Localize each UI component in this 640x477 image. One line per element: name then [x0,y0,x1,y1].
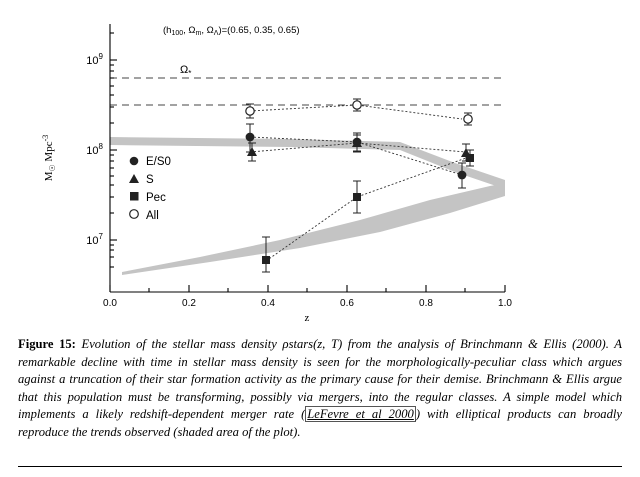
legend-label-all: All [146,210,159,222]
y-tick-label: $10^8$ [86,142,103,157]
figure-caption-text: Evolution of the stellar mass density ρstars(z, T) from the analysis of Brinchmann & Ellis (2000). A remarkable decline with time in stellar mass density is seen for the morphologically-peculiar class which argues against a truncation of their star formation activity as the primary cause for their demise. Brinchmann & Ellis argue that this population must be transforming, possibly via mergers, into the regular classes. A simple model which implements a likely redshift-dependent merger rate ( [18,337,622,422]
figure-caption-link[interactable]: LeFevre et al 2000 [307,407,414,422]
y-tick-label: $10^9$ [86,52,103,67]
x-tick-label: 1.0 [498,298,512,309]
legend-label-s: S [146,174,154,186]
x-tick-labels [103,298,512,309]
legend-label-pec: Pec [146,192,166,204]
x-ticks [110,285,505,292]
y-axis-label: $M_☉$ Mpc$^{-3}$ [41,134,57,182]
model-lower-band [122,183,505,275]
x-tick-label: 0.4 [261,298,275,309]
series-connectors [250,105,466,261]
y-tick-label: $10^7$ [86,232,103,247]
omega-star-lines [110,78,505,105]
omega-star-label: $\Omega_*$ [180,64,192,78]
cosmology-annotation: ($h_{100}$, $\Omega_m$, $\Omega_\Lambda)=(0.65$, 0.35, 0.65) [163,25,300,37]
figure-label: Figure 15: [18,337,76,351]
x-tick-label: 0.6 [340,298,354,309]
y-tick-labels [86,52,103,247]
legend [129,156,171,222]
x-axis-label: z [304,312,310,324]
x-tick-label: 0.8 [419,298,433,309]
x-tick-label: 0.2 [182,298,196,309]
figure-caption [18,336,622,442]
series-all [246,99,472,125]
legend-label-eso: E/S0 [146,156,171,168]
page-divider [18,466,622,467]
y-ticks [110,33,117,267]
figure-caption-tail: ) with elliptical products can broadly reproduce the trends observed (shaded area of the plot). [18,407,622,439]
x-tick-label: 0.0 [103,298,117,309]
